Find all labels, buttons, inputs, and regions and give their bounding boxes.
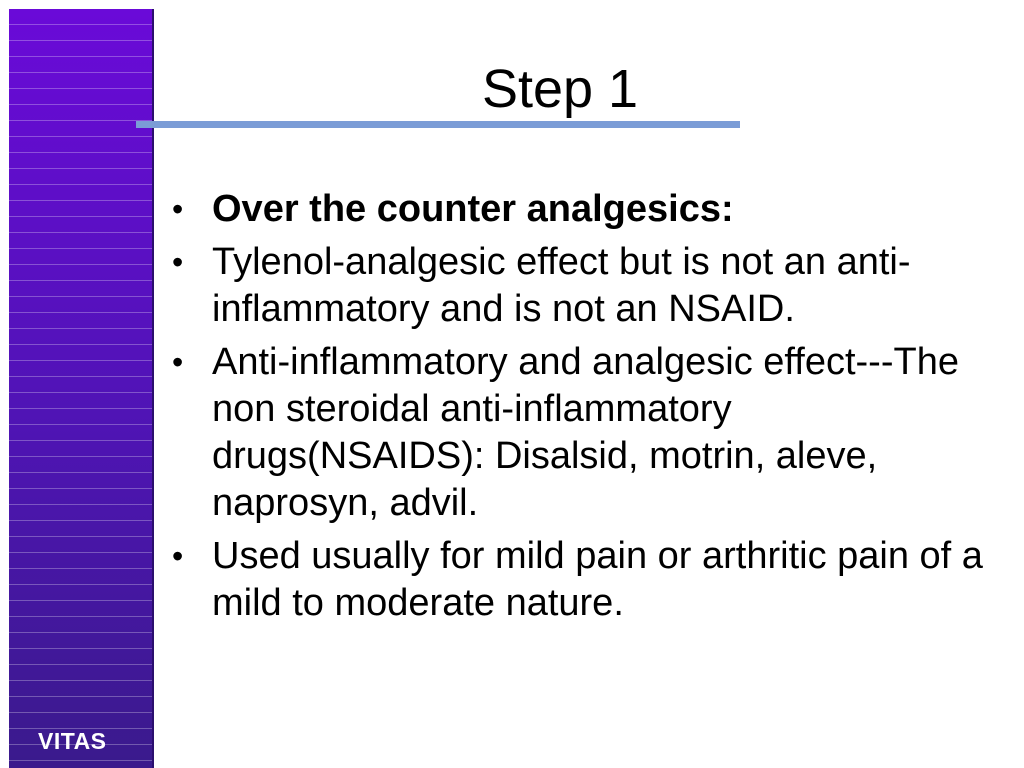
bullet-item xyxy=(168,239,988,333)
brand-label: VITAS xyxy=(38,728,107,754)
bullet-dot-icon: • xyxy=(172,344,184,380)
bullet-text: Tylenol-analgesic effect but is not an anti-inflammatory and is not an NSAID. xyxy=(212,241,911,330)
bullet-list xyxy=(168,186,988,633)
bullet-dot-icon: • xyxy=(172,244,184,280)
bullet-dot-icon: • xyxy=(172,191,184,227)
bullet-item xyxy=(168,186,988,233)
bullet-text: Used usually for mild pain or arthritic pain of a mild to moderate nature. xyxy=(212,535,983,624)
slide-title: Step 1 xyxy=(481,59,639,119)
bullet-text: Anti-inflammatory and analgesic effect---The non steroidal anti-inflammatory drugs(NSAIDS): Disalsid, motrin, aleve, naprosyn, advil. xyxy=(212,341,959,524)
bullet-dot-icon: • xyxy=(172,538,184,574)
bullet-text: Over the counter analgesics: xyxy=(212,188,734,230)
title-underline-rule xyxy=(136,121,740,128)
bullet-item xyxy=(168,533,988,627)
side-decorative-band xyxy=(9,9,153,768)
bullet-item xyxy=(168,339,988,527)
